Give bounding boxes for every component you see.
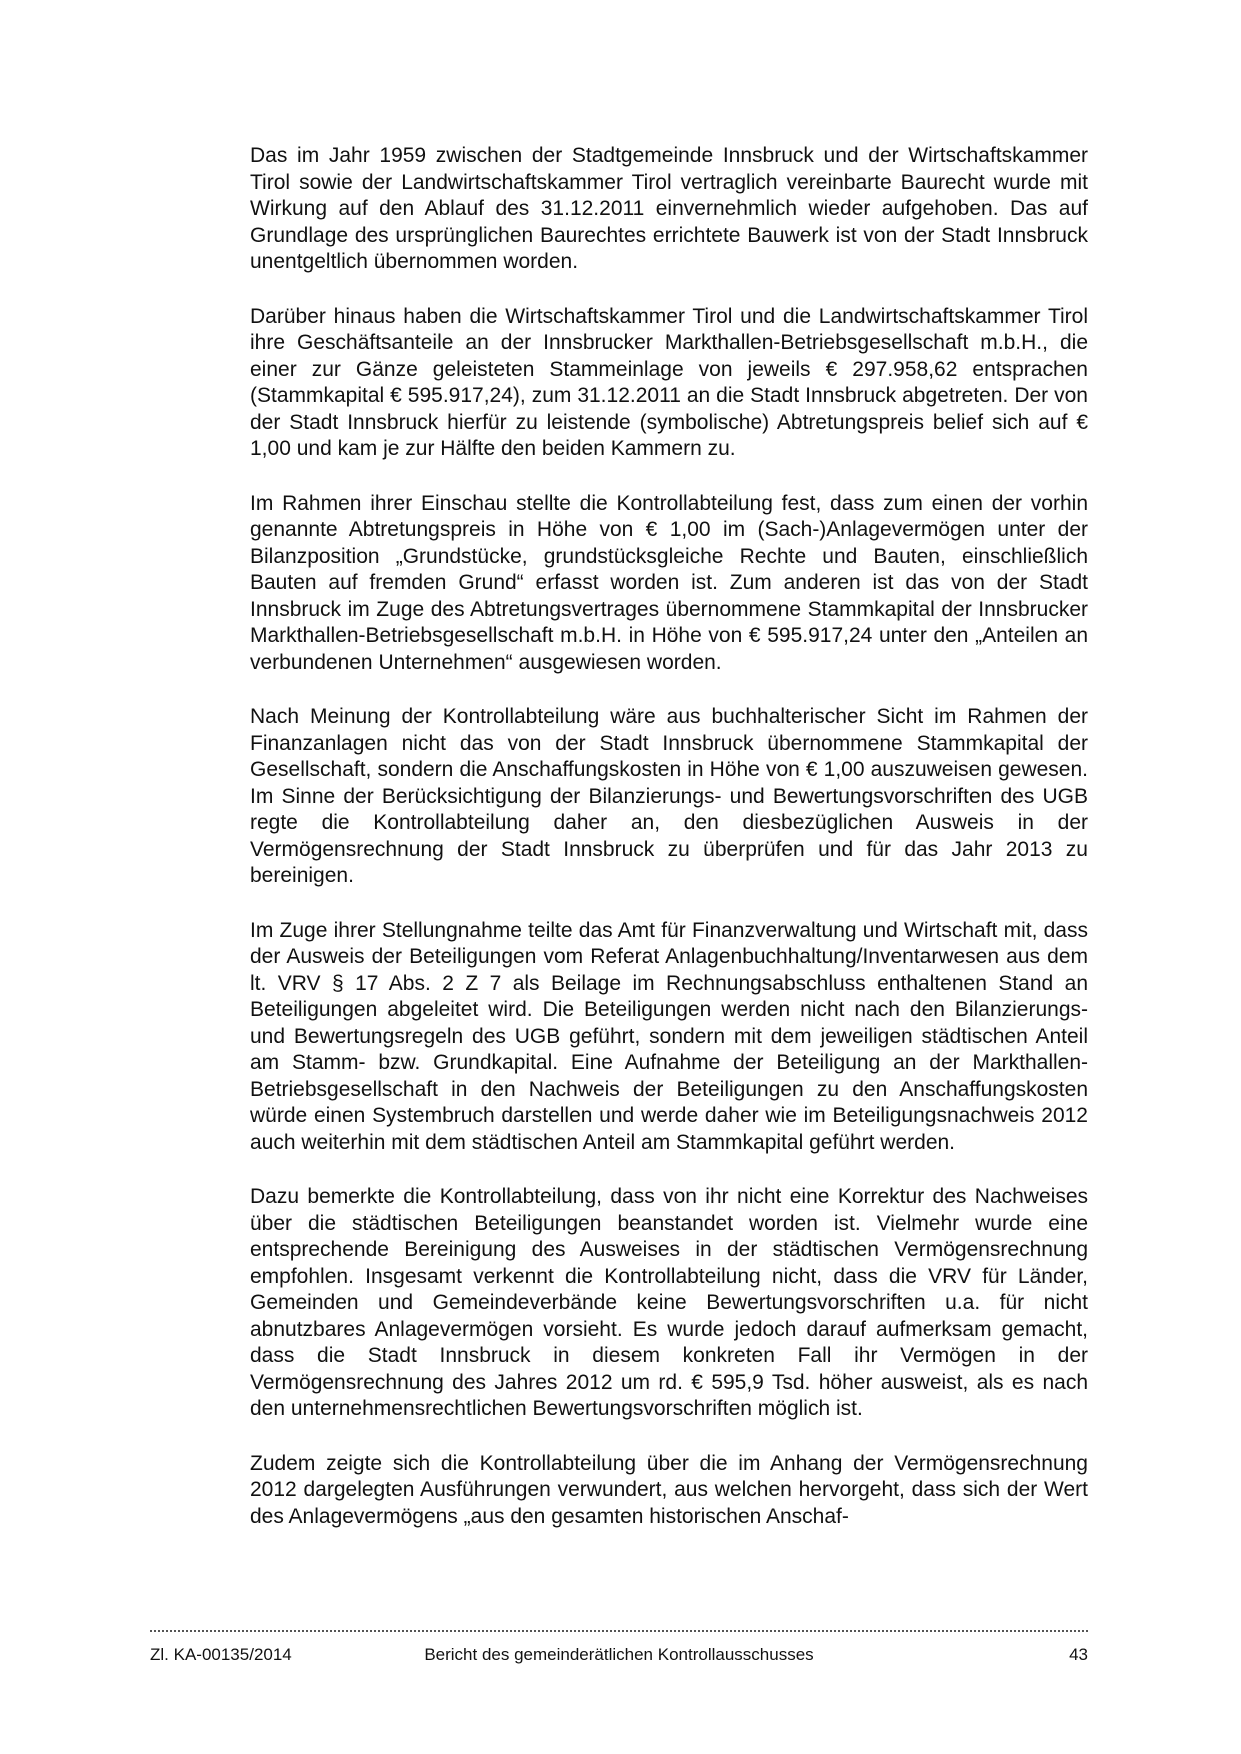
paragraph-bemerkung: Dazu bemerkte die Kontrollabteilung, dass von ihr nicht eine Korrektur des Nachweises über die städtischen Beteiligungen beanstandet worden ist. Vielmehr wurde eine entsprechende Bereinigung des Ausweises in der städtischen Vermögensrechnung empfohlen. Insgesamt verkennt die Kontrollabteilung nicht, dass die VRV für Länder, Gemeinden und Gemeindeverbände keine Bewertungsvorschriften u.a. für nicht abnutzbares Anlagevermögen vorsieht. Es wurde jedoch darauf aufmerksam gemacht, dass die Stadt Innsbruck in diesem konkreten Fall ihr Vermögen in der Vermögensrechnung des Jahres 2012 um rd. € 595,9 Tsd. höher ausweist, als es nach den unternehmensrechtlichen Bewertungsvorschriften möglich ist. xyxy=(250,1185,1088,1420)
page-number: 43 xyxy=(1069,1645,1088,1664)
paragraph-baurecht: Das im Jahr 1959 zwischen der Stadtgemeinde Innsbruck und der Wirtschaftskammer Tirol sowie der Landwirtschaftskammer Tirol vertraglich vereinbarte Baurecht wurde mit Wirkung auf den Ablauf des 31.12.2011 einvernehmlich wieder aufgehoben. Das auf Grundlage des ursprünglichen Baurechtes errichtete Bauwerk ist von der Stadt Innsbruck unentgeltlich übernommen worden. xyxy=(250,144,1088,273)
footer-reference: Zl. KA-00135/2014 xyxy=(150,1645,292,1664)
page-footer xyxy=(150,1643,1088,1667)
paragraph-anhang: Zudem zeigte sich die Kontrollabteilung über die im Anhang der Vermögensrechnung 2012 dargelegten Ausführungen verwundert, aus welchen hervorgeht, dass sich der Wert des Anlagevermögens „aus den gesamten historischen Anschaf- xyxy=(250,1451,1088,1528)
document-body xyxy=(250,143,1088,1558)
footer-title: Bericht des gemeinderätlichen Kontrollausschusses xyxy=(424,1645,814,1664)
footer-divider xyxy=(150,1630,1088,1632)
paragraph-einschau: Im Rahmen ihrer Einschau stellte die Kontrollabteilung fest, dass zum einen der vorhin genannte Abtretungspreis in Höhe von € 1,00 im (Sach-)Anlagevermögen unter der Bilanzposition „Grundstücke, grundstücksgleiche Rechte und Bauten, einschließlich Bauten auf fremden Grund“ erfasst worden ist. Zum anderen ist das von der Stadt Innsbruck im Zuge des Abtretungsvertrages übernommene Stammkapital der Innsbrucker Markthallen-Betriebsgesellschaft m.b.H. in Höhe von € 595.917,24 unter den „Anteilen an verbundenen Unternehmen“ ausgewiesen worden. xyxy=(250,491,1088,674)
paragraph-geschaeftsanteile: Darüber hinaus haben die Wirtschaftskammer Tirol und die Landwirtschaftskammer Tirol ihre Geschäftsanteile an der Innsbrucker Markthallen-Betriebsgesellschaft m.b.H., die einer zur Gänze geleisteten Stammeinlage von jeweils € 297.958,62 entsprachen (Stammkapital € 595.917,24), zum 31.12.2011 an die Stadt Innsbruck abgetreten. Der von der Stadt Innsbruck hierfür zu leistende (symbolische) Abtretungspreis belief sich auf € 1,00 und kam je zur Hälfte den beiden Kammern zu. xyxy=(250,304,1088,460)
paragraph-stellungnahme: Im Zuge ihrer Stellungnahme teilte das Amt für Finanzverwaltung und Wirtschaft mit, dass der Ausweis der Beteiligungen vom Referat Anlagenbuchhaltung/Inventarwesen aus dem lt. VRV § 17 Abs. 2 Z 7 als Beilage im Rechnungsabschluss enthaltenen Stand an Beteiligungen abgeleitet wird. Die Beteiligungen werden nicht nach den Bilanzierungs- und Bewertungsregeln des UGB geführt, sondern mit dem jeweiligen städtischen Anteil am Stamm- bzw. Grundkapital. Eine Aufnahme der Beteiligung an der Markthallen-Betriebsgesellschaft in den Nachweis der Beteiligungen zu den Anschaffungskosten würde einen Systembruch darstellen und werde daher wie im Beteiligungsnachweis 2012 auch weiterhin mit dem städtischen Anteil am Stammkapital geführt werden. xyxy=(250,918,1088,1154)
paragraph-meinung: Nach Meinung der Kontrollabteilung wäre aus buchhalterischer Sicht im Rahmen der Finanzanlagen nicht das von der Stadt Innsbruck übernommene Stammkapital der Gesellschaft, sondern die Anschaffungskosten in Höhe von € 1,00 auszuweisen gewesen. Im Sinne der Berücksichtigung der Bilanzierungs- und Bewertungsvorschriften des UGB regte die Kontrollabteilung daher an, den diesbezüglichen Ausweis in der Vermögensrechnung der Stadt Innsbruck zu überprüfen und für das Jahr 2013 zu bereinigen. xyxy=(250,705,1088,887)
